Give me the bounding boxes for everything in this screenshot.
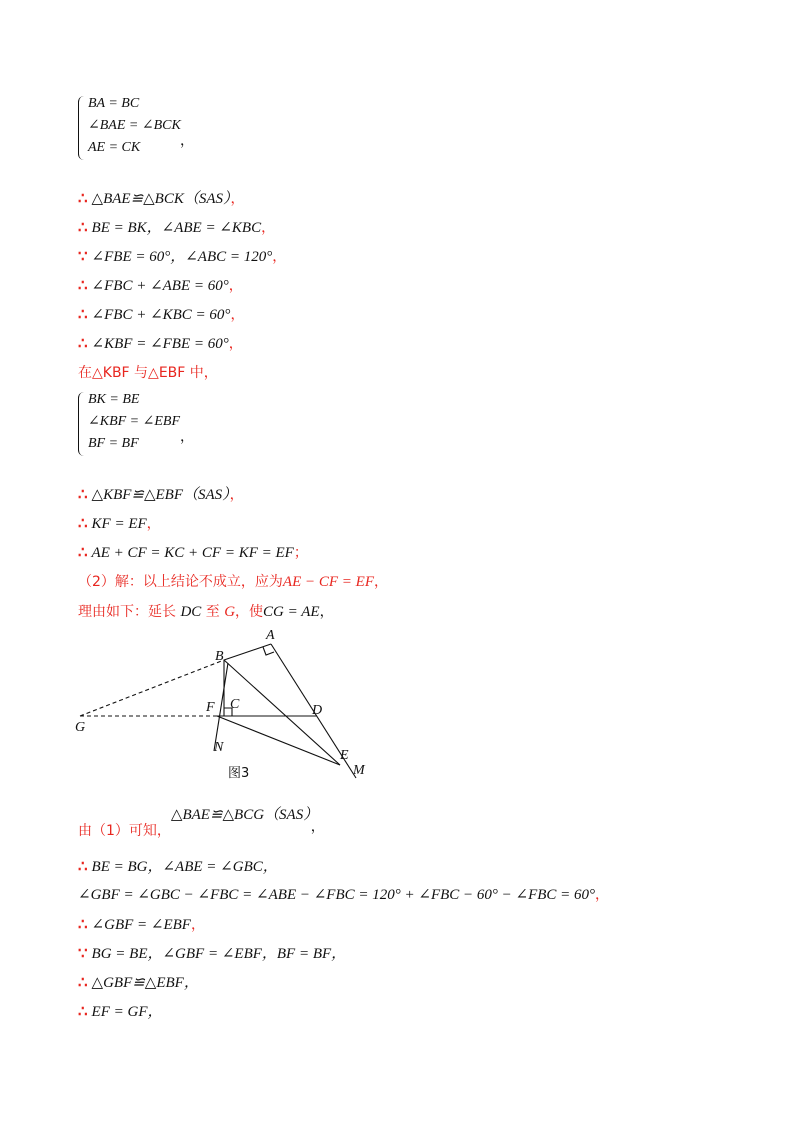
proof-step: ∵ ∠FBE = 60°，∠ABC = 120°， <box>78 247 287 265</box>
label-E: E <box>340 748 349 763</box>
proof-step: ∴ ∠FBC + ∠ABE = 60°， <box>78 276 243 294</box>
system-line: BK = BE <box>88 392 140 407</box>
label-F: F <box>206 700 215 715</box>
proof-step: ∴ BE = BG，∠ABE = ∠GBC， <box>78 857 278 875</box>
system-line: AE = CK <box>88 140 141 155</box>
system-line: BA = BC <box>88 96 140 111</box>
reason-line: 理由如下：延长 DC 至 G，使CG = AE， <box>78 604 334 620</box>
system-line: ∠BAE = ∠BCK <box>88 118 181 133</box>
label-C: C <box>230 697 240 712</box>
system-trail: ， <box>180 429 194 445</box>
segment-BA <box>224 644 271 660</box>
proof-step: ∴ BE = BK，∠ABE = ∠KBC， <box>78 218 276 236</box>
proof-step: ∠GBF = ∠GBC − ∠FBC = ∠ABE − ∠FBC = 120° + ∠FBC − 60° − ∠FBC = 60°， <box>78 887 610 903</box>
system-line: BF = BF <box>88 436 139 451</box>
label-M: M <box>353 763 365 778</box>
right-angle-A <box>263 647 274 655</box>
proof-step: ∴ △BAE≌△BCK（SAS）， <box>78 189 245 207</box>
proof-step: ∴ AE + CF = KC + CF = KF = EF； <box>78 543 308 561</box>
label-A: A <box>266 628 275 643</box>
system-brace <box>78 392 85 456</box>
figure-caption: 图3 <box>228 766 250 781</box>
geometry-figure <box>70 625 390 790</box>
label-D: D <box>312 703 323 718</box>
by-part1-line: 由（1）可知，△BAE≌△BCG（SAS）， <box>78 807 325 839</box>
label-G: G <box>75 720 86 735</box>
segment-GB-dashed <box>80 660 224 716</box>
label-B: B <box>215 649 224 664</box>
segment-BN <box>214 663 228 751</box>
part2-line: （2）解：以上结论不成立，应为AE − CF = EF， <box>78 574 388 590</box>
proof-step: ∴ EF = GF， <box>78 1002 163 1020</box>
proof-step: ∴ △GBF≌△EBF， <box>78 973 199 991</box>
proof-step: ∴ ∠GBF = ∠EBF， <box>78 915 205 933</box>
label-N: N <box>214 740 224 755</box>
system-line: ∠KBF = ∠EBF <box>88 414 181 429</box>
proof-step: ∴ KF = EF， <box>78 514 161 532</box>
proof-step: ∴ ∠FBC + ∠KBC = 60°， <box>78 305 245 323</box>
equation-system-2 <box>88 389 180 455</box>
proof-step: ∴ ∠KBF = ∠FBE = 60°， <box>78 334 243 352</box>
in-triangles-line: 在△KBF 与△EBF 中， <box>78 365 218 381</box>
equation-system-1 <box>88 93 181 159</box>
segment-BE <box>224 660 340 765</box>
system-brace <box>78 96 85 160</box>
proof-step: ∴ △KBF≌△EBF（SAS）， <box>78 485 244 503</box>
system-trail: ， <box>180 133 194 149</box>
proof-step: ∵ BG = BE，∠GBF = ∠EBF，BF = BF， <box>78 944 347 962</box>
